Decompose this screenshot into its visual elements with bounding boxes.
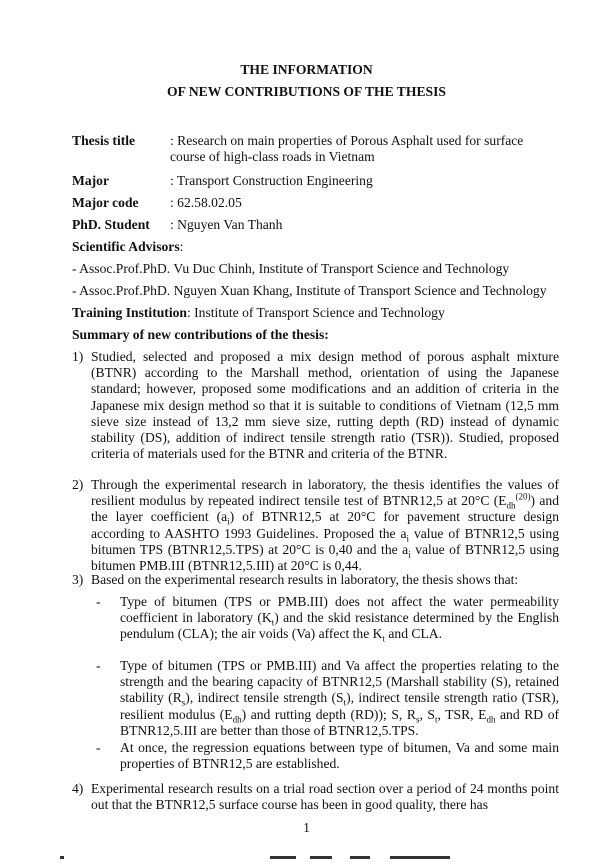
advisors-label: Scientific Advisors — [72, 239, 180, 254]
item-1-number: 1) — [72, 349, 84, 364]
thesis-title-label: Thesis title — [72, 133, 136, 148]
training-institution — [72, 305, 562, 321]
student-label: PhD. Student — [72, 217, 150, 232]
advisor-1: - Assoc.Prof.PhD. Vu Duc Chinh, Institute of Transport Science and Technology — [72, 261, 510, 276]
summary-heading: Summary of new contributions of the thesis: — [72, 327, 329, 342]
item-2-number: 2) — [72, 477, 84, 492]
sub-item-3-text: At once, the regression equations between type of bitumen, Va and some main properties of BTNR12,5 are established. — [120, 740, 559, 772]
page-number: 1 — [303, 820, 310, 835]
student-value: : Nguyen Van Thanh — [170, 217, 283, 232]
sub-item-1-dash: - — [96, 594, 101, 609]
major-code-value: : 62.58.02.05 — [170, 195, 242, 210]
page-heading-line1: THE INFORMATION — [240, 62, 373, 77]
sub-item-2-text: Type of bitumen (TPS or PMB.III) and Va affect the properties relating to the strength and the bearing capacity of BTNR12,5 (Marshall stability (S), retained stability $(R_s)$, indirect tensile strength $(S_t)$, indirect tensile strength ratio (TSR), resilient modulus $(E_{dh})$ and rutting depth (RD)); S, $R_s$, $S_t$, TSR, $E_{dh}$ and RD of BTNR12,5.III are better than those of BTNR12,5.TPS. — [120, 658, 560, 738]
institution-label: Training Institution — [72, 305, 187, 320]
advisors-colon: : — [179, 239, 184, 254]
item-4-number: 4) — [72, 781, 84, 796]
major-code-label: Major code — [72, 195, 139, 210]
item-2-text: Through the experimental research in laboratory, the thesis identifies the values of resilient modulus by repeated indirect tensile test of BTNR12,5 at 20°C $(E_{dh}^{(20)})$ and the layer coefficient $(a_i)$ of BTNR12,5 at 20°C for pavement structure design according to AASHTO 1993 Guidelines. Proposed the $a_i$ value of BTNR12,5 using bitumen TPS (BTNR12,5.TPS) at 20°C is 0,40 and the $a_i$ value of BTNR12,5 using bitumen PMB.III (BTNR12,5.III) at 20°C is 0,44. — [91, 477, 560, 574]
item-3-number: 3) — [72, 572, 84, 587]
sub-item-3-dash: - — [96, 740, 101, 755]
advisors-heading — [72, 239, 562, 255]
thesis-title-value: : Research on main properties of Porous Asphalt used for surface course of high-class roads in Vietnam — [170, 133, 524, 165]
item-4-text: Experimental research results on a trial road section over a period of 24 months point out that the BTNR12,5 surface course has been in good quality, there has — [91, 781, 559, 813]
scan-edge-artifact — [60, 856, 580, 860]
sub-item-1-text: Type of bitumen (TPS or PMB.III) does not affect the water permeability coefficient in laboratory $(K_t)$ and the skid resistance determined by the English pendulum (CLA); the air voids (Va) affect the $K_t$ and CLA. — [120, 594, 559, 645]
advisor-2: - Assoc.Prof.PhD. Nguyen Xuan Khang, Institute of Transport Science and Technology — [72, 283, 547, 298]
sub-item-2-dash: - — [96, 658, 101, 673]
major-label: Major — [72, 173, 109, 188]
page-heading-line2: OF NEW CONTRIBUTIONS OF THE THESIS — [167, 84, 446, 99]
item-1-text: Studied, selected and proposed a mix design method of porous asphalt mixture (BTNR) according to the Marshall method, orientation of using the Japanese standard; however, proposed some modifications and an addition of criteria in the Japanese mix design method so that it is suitable to conditions of Vietnam (12,5 mm sieve size instead of 13,2 mm sieve size, rutting depth (RD) instead of dynamic stability (DS), addition of indirect tensile strength ratio (TSR)). Studied, proposed criteria of materials used for the BTNR and criteria of the BTNR. — [91, 349, 559, 462]
institution-value: : Institute of Transport Science and Technology — [186, 305, 445, 320]
major-value: : Transport Construction Engineering — [170, 173, 373, 188]
item-3-text: Based on the experimental research results in laboratory, the thesis shows that: — [91, 572, 519, 587]
